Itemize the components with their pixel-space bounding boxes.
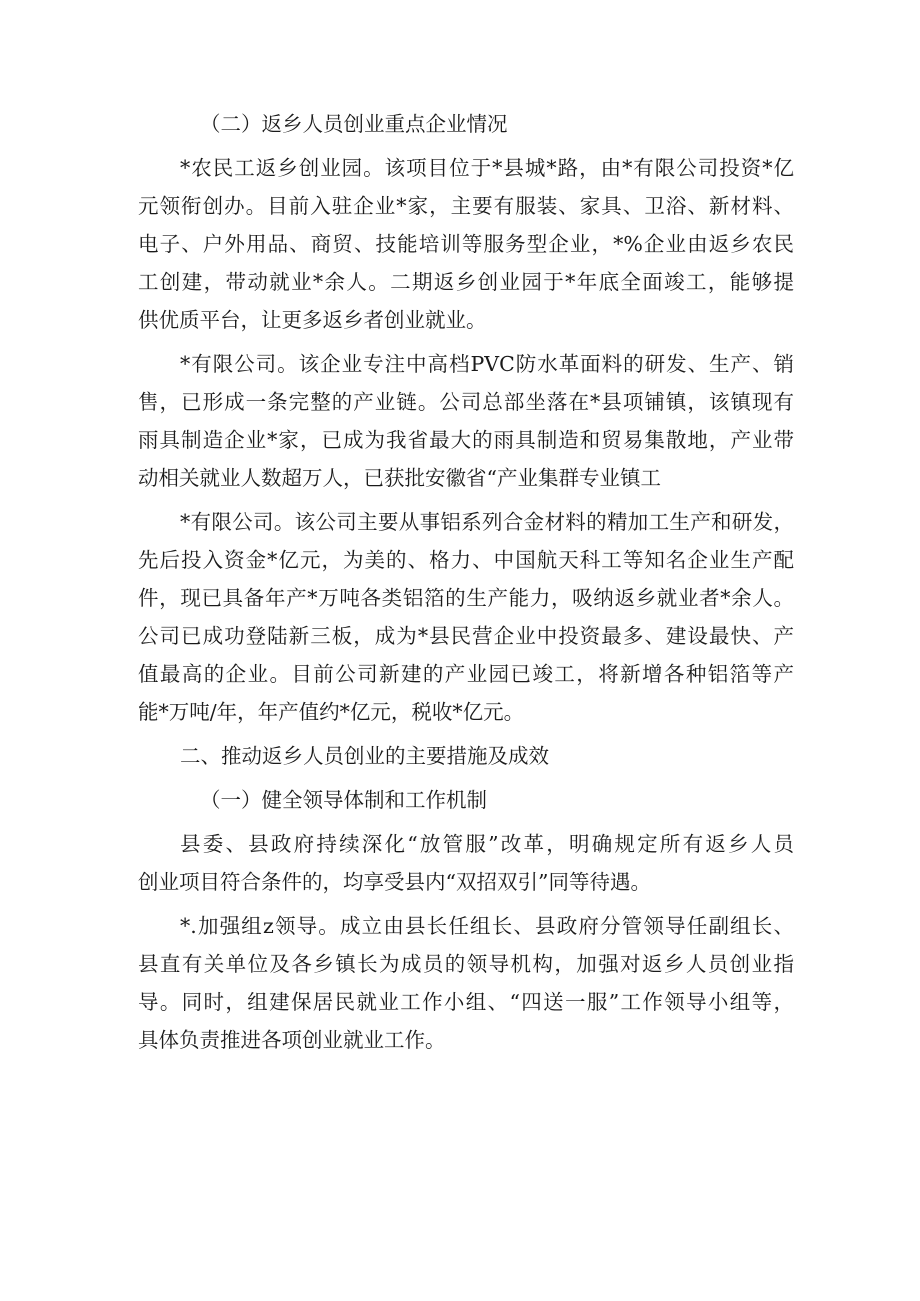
paragraph-line: 元领衔创办。目前入驻企业*家，主要有服装、家具、卫浴、新材料、: [138, 194, 794, 218]
paragraph-line: *.加强组z领导。成立由县长任组长、县政府分管领导任副组长、: [180, 914, 794, 938]
paragraph-line: 工创建，带动就业*余人。二期返乡创业园于*年底全面竣工，能够提: [138, 270, 794, 294]
paragraph-line: 先后投入资金*亿元，为美的、格力、中国航天科工等知名企业生产配: [138, 548, 794, 572]
paragraph-line: 具体负责推进各项创业就业工作。: [138, 1028, 446, 1052]
paragraph-line: 电子、户外用品、商贸、技能培训等服务型企业，*%企业由返乡农民: [138, 232, 794, 256]
section-heading-main-measures: 二、推动返乡人员创业的主要措施及成效: [180, 744, 549, 768]
paragraph-line: 雨具制造企业*家，已成为我省最大的雨具制造和贸易集散地，产业带: [138, 428, 794, 452]
paragraph-line: 县直有关单位及各乡镇长为成员的领导机构，加强对返乡人员创业指: [138, 952, 794, 976]
paragraph-line: 件，现已具备年产*万吨各类铝箔的生产能力，吸纳返乡就业者*余人。: [138, 586, 794, 610]
paragraph-line: 县委、县政府持续深化“放管服”改革，明确规定所有返乡人员: [180, 832, 794, 856]
paragraph-line: 动相关就业人数超万人，已获批安徽省“产业集群专业镇工: [138, 466, 661, 490]
paragraph-line: 公司已成功登陆新三板，成为*县民营企业中投资最多、建设最快、产: [138, 624, 794, 648]
document-page: [138, 112, 794, 1066]
paragraph-line: 能*万吨/年，年产值约*亿元，税收*亿元。: [138, 700, 525, 724]
paragraph-line: 售，已形成一条完整的产业链。公司总部坐落在*县项铺镇，该镇现有: [138, 390, 794, 414]
paragraph-line: *有限公司。该公司主要从事铝系列合金材料的精加工生产和研发，: [180, 510, 794, 534]
paragraph-line: *农民工返乡创业园。该项目位于*县城*路，由*有限公司投资*亿: [180, 156, 794, 180]
paragraph-line: *有限公司。该企业专注中高档PVC防水革面料的研发、生产、销: [180, 352, 794, 376]
paragraph-line: 值最高的企业。目前公司新建的产业园已竣工，将新增各种铝箔等产: [138, 662, 794, 686]
section-heading-key-enterprises: （二）返乡人员创业重点企业情况: [200, 112, 508, 136]
paragraph-line: 导。同时，组建保居民就业工作小组、“四送一服”工作领导小组等，: [138, 990, 794, 1014]
paragraph-line: 供优质平台，让更多返乡者创业就业。: [138, 308, 487, 332]
subsection-heading-leadership: （一）健全领导体制和工作机制: [200, 788, 487, 812]
paragraph-line: 创业项目符合条件的，均享受县内“双招双引”同等待遇。: [138, 870, 651, 894]
